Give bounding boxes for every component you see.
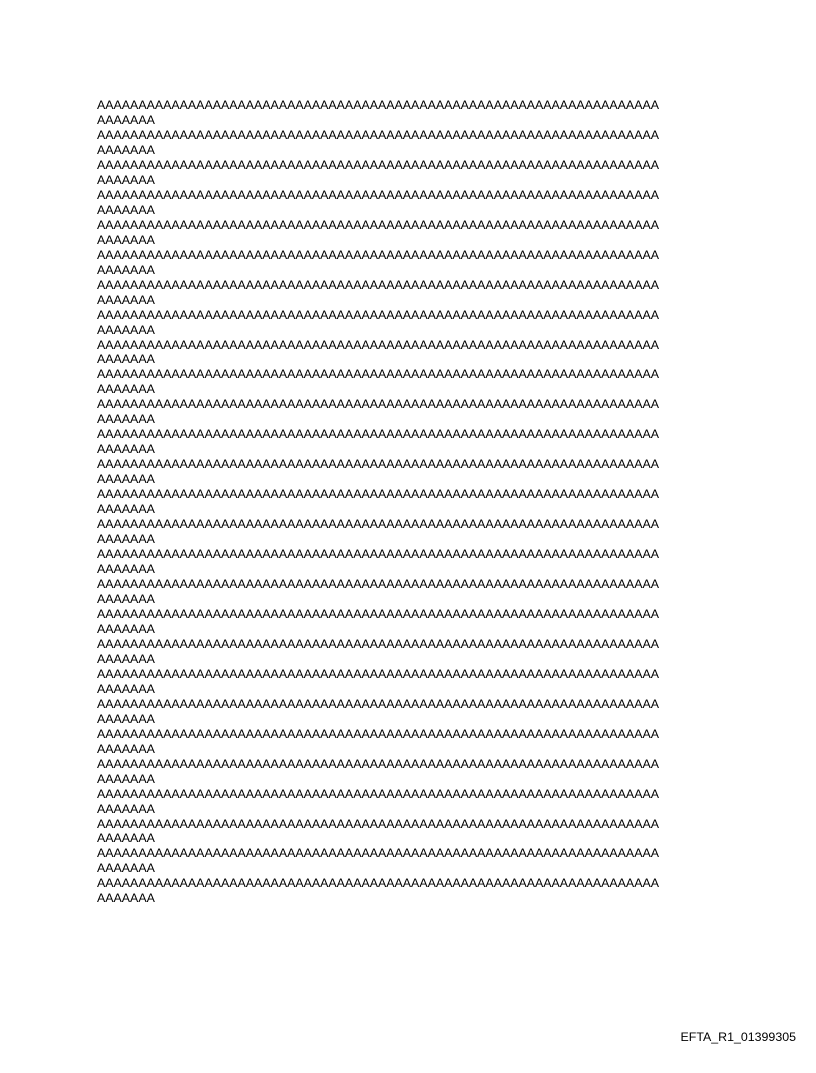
text-line: AAAAAAA	[97, 651, 155, 666]
text-line: AAAAAAAAAAAAAAAAAAAAAAAAAAAAAAAAAAAAAAAAAAAAAAAAAAAAAAAAAAAAAAAAAAAA	[97, 696, 659, 711]
text-line: AAAAAAAAAAAAAAAAAAAAAAAAAAAAAAAAAAAAAAAAAAAAAAAAAAAAAAAAAAAAAAAAAAAA	[97, 217, 659, 232]
text-line: AAAAAAA	[97, 801, 155, 816]
text-line: AAAAAAAAAAAAAAAAAAAAAAAAAAAAAAAAAAAAAAAAAAAAAAAAAAAAAAAAAAAAAAAAAAAA	[97, 786, 659, 801]
text-line: AAAAAAA	[97, 382, 155, 397]
text-line: AAAAAAA	[97, 591, 155, 606]
text-line: AAAAAAAAAAAAAAAAAAAAAAAAAAAAAAAAAAAAAAAAAAAAAAAAAAAAAAAAAAAAAAAAAAAA	[97, 876, 659, 891]
text-line: AAAAAAA	[97, 831, 155, 846]
text-line: AAAAAAAAAAAAAAAAAAAAAAAAAAAAAAAAAAAAAAAAAAAAAAAAAAAAAAAAAAAAAAAAAAAA	[97, 247, 659, 262]
text-line: AAAAAAAAAAAAAAAAAAAAAAAAAAAAAAAAAAAAAAAAAAAAAAAAAAAAAAAAAAAAAAAAAAAA	[97, 666, 659, 681]
text-line: AAAAAAAAAAAAAAAAAAAAAAAAAAAAAAAAAAAAAAAAAAAAAAAAAAAAAAAAAAAAAAAAAAAA	[97, 846, 659, 861]
text-line: AAAAAAAAAAAAAAAAAAAAAAAAAAAAAAAAAAAAAAAAAAAAAAAAAAAAAAAAAAAAAAAAAAAA	[97, 397, 659, 412]
text-line: AAAAAAA	[97, 232, 155, 247]
text-line: AAAAAAAAAAAAAAAAAAAAAAAAAAAAAAAAAAAAAAAAAAAAAAAAAAAAAAAAAAAAAAAAAAAA	[97, 756, 659, 771]
text-line: AAAAAAA	[97, 472, 155, 487]
text-line: AAAAAAAAAAAAAAAAAAAAAAAAAAAAAAAAAAAAAAAAAAAAAAAAAAAAAAAAAAAAAAAAAAAA	[97, 547, 659, 562]
text-line: AAAAAAAAAAAAAAAAAAAAAAAAAAAAAAAAAAAAAAAAAAAAAAAAAAAAAAAAAAAAAAAAAAAA	[97, 367, 659, 382]
text-line: AAAAAAA	[97, 112, 155, 127]
text-line: AAAAAAA	[97, 202, 155, 217]
text-line: AAAAAAA	[97, 711, 155, 726]
text-line: AAAAAAA	[97, 172, 155, 187]
text-line: AAAAAAAAAAAAAAAAAAAAAAAAAAAAAAAAAAAAAAAAAAAAAAAAAAAAAAAAAAAAAAAAAAAA	[97, 337, 659, 352]
text-line: AAAAAAAAAAAAAAAAAAAAAAAAAAAAAAAAAAAAAAAAAAAAAAAAAAAAAAAAAAAAAAAAAAAA	[97, 277, 659, 292]
text-line: AAAAAAA	[97, 861, 155, 876]
text-line: AAAAAAAAAAAAAAAAAAAAAAAAAAAAAAAAAAAAAAAAAAAAAAAAAAAAAAAAAAAAAAAAAAAA	[97, 157, 659, 172]
document-footer-id: EFTA_R1_01399305	[680, 1030, 796, 1044]
text-line: AAAAAAAAAAAAAAAAAAAAAAAAAAAAAAAAAAAAAAAAAAAAAAAAAAAAAAAAAAAAAAAAAAAA	[97, 187, 659, 202]
text-line: AAAAAAA	[97, 442, 155, 457]
text-line: AAAAAAA	[97, 412, 155, 427]
text-line: AAAAAAAAAAAAAAAAAAAAAAAAAAAAAAAAAAAAAAAAAAAAAAAAAAAAAAAAAAAAAAAAAAAA	[97, 98, 659, 112]
text-line: AAAAAAA	[97, 621, 155, 636]
text-line: AAAAAAA	[97, 292, 155, 307]
text-line: AAAAAAAAAAAAAAAAAAAAAAAAAAAAAAAAAAAAAAAAAAAAAAAAAAAAAAAAAAAAAAAAAAAA	[97, 457, 659, 472]
text-line: AAAAAAA	[97, 322, 155, 337]
text-line: AAAAAAAAAAAAAAAAAAAAAAAAAAAAAAAAAAAAAAAAAAAAAAAAAAAAAAAAAAAAAAAAAAAA	[97, 517, 659, 532]
text-line: AAAAAAA	[97, 771, 155, 786]
text-line: AAAAAAA	[97, 562, 155, 577]
text-line: AAAAAAAAAAAAAAAAAAAAAAAAAAAAAAAAAAAAAAAAAAAAAAAAAAAAAAAAAAAAAAAAAAAA	[97, 127, 659, 142]
text-line: AAAAAAA	[97, 532, 155, 547]
text-line: AAAAAAAAAAAAAAAAAAAAAAAAAAAAAAAAAAAAAAAAAAAAAAAAAAAAAAAAAAAAAAAAAAAA	[97, 427, 659, 442]
document-body-text	[97, 98, 737, 906]
text-line: AAAAAAAAAAAAAAAAAAAAAAAAAAAAAAAAAAAAAAAAAAAAAAAAAAAAAAAAAAAAAAAAAAAA	[97, 487, 659, 502]
text-line: AAAAAAAAAAAAAAAAAAAAAAAAAAAAAAAAAAAAAAAAAAAAAAAAAAAAAAAAAAAAAAAAAAAA	[97, 726, 659, 741]
text-line: AAAAAAA	[97, 681, 155, 696]
text-line: AAAAAAAAAAAAAAAAAAAAAAAAAAAAAAAAAAAAAAAAAAAAAAAAAAAAAAAAAAAAAAAAAAAA	[97, 307, 659, 322]
text-line: AAAAAAA	[97, 741, 155, 756]
text-line: AAAAAAAAAAAAAAAAAAAAAAAAAAAAAAAAAAAAAAAAAAAAAAAAAAAAAAAAAAAAAAAAAAAA	[97, 816, 659, 831]
text-line: AAAAAAA	[97, 262, 155, 277]
text-line: AAAAAAAAAAAAAAAAAAAAAAAAAAAAAAAAAAAAAAAAAAAAAAAAAAAAAAAAAAAAAAAAAAAA	[97, 636, 659, 651]
text-line: AAAAAAA	[97, 142, 155, 157]
text-line: AAAAAAA	[97, 891, 155, 906]
text-line: AAAAAAA	[97, 352, 155, 367]
text-line: AAAAAAA	[97, 502, 155, 517]
text-line: AAAAAAAAAAAAAAAAAAAAAAAAAAAAAAAAAAAAAAAAAAAAAAAAAAAAAAAAAAAAAAAAAAAA	[97, 606, 659, 621]
text-line: AAAAAAAAAAAAAAAAAAAAAAAAAAAAAAAAAAAAAAAAAAAAAAAAAAAAAAAAAAAAAAAAAAAA	[97, 577, 659, 591]
